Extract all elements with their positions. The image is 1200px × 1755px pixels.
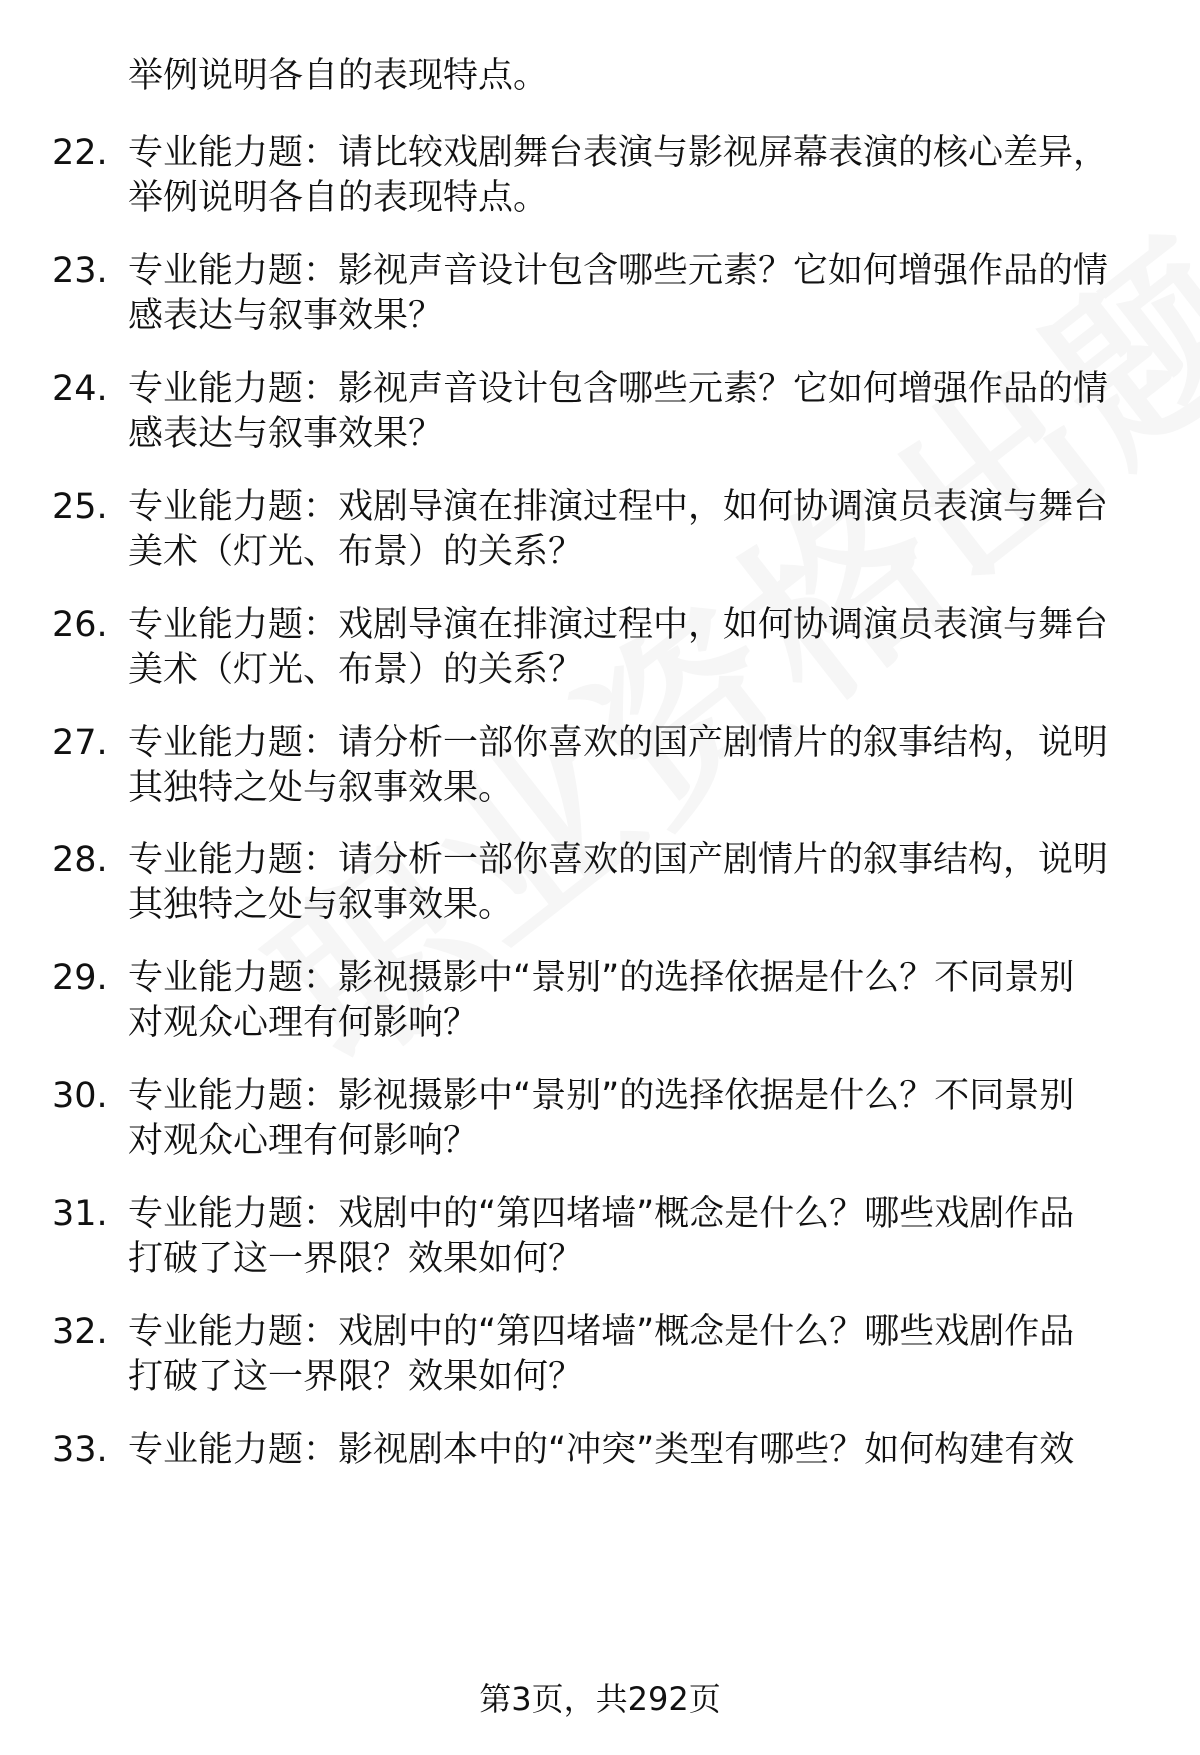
question-text: 专业能力题：影视摄影中“景别”的选择依据是什么？不同景别 bbox=[128, 1076, 1075, 1116]
question-text: 打破了这一界限？效果如何？ bbox=[128, 1357, 584, 1397]
question-text: 专业能力题：请分析一部你喜欢的国产剧情片的叙事结构，说明 bbox=[128, 723, 1109, 763]
question-text: 打破了这一界限？效果如何？ bbox=[128, 1239, 584, 1279]
question-text: 美术（灯光、布景）的关系？ bbox=[128, 532, 584, 572]
question-text: 对观众心理有何影响？ bbox=[128, 1121, 479, 1161]
continuation-text: 举例说明各自的表现特点。 bbox=[128, 56, 549, 96]
question-text: 感表达与叙事效果？ bbox=[128, 414, 444, 454]
question-number: 30. bbox=[52, 1076, 108, 1116]
question-number: 28. bbox=[52, 840, 108, 880]
question-text: 感表达与叙事效果？ bbox=[128, 296, 444, 336]
question-text: 专业能力题：影视声音设计包含哪些元素？它如何增强作品的情 bbox=[128, 369, 1109, 409]
question-number: 25. bbox=[52, 487, 108, 527]
question-text: 专业能力题：影视摄影中“景别”的选择依据是什么？不同景别 bbox=[128, 958, 1075, 998]
question-number: 22. bbox=[52, 133, 108, 173]
question-text: 对观众心理有何影响？ bbox=[128, 1003, 479, 1043]
question-text: 专业能力题：戏剧导演在排演过程中，如何协调演员表演与舞台 bbox=[128, 605, 1109, 645]
question-text: 美术（灯光、布景）的关系？ bbox=[128, 650, 584, 690]
question-number: 26. bbox=[52, 605, 108, 645]
question-number: 27. bbox=[52, 723, 108, 763]
question-number: 33. bbox=[52, 1430, 108, 1470]
question-text: 专业能力题：影视剧本中的“冲突”类型有哪些？如何构建有效 bbox=[128, 1430, 1075, 1470]
page-footer: 第3页，共292页 bbox=[479, 1680, 721, 1718]
question-text: 举例说明各自的表现特点。 bbox=[128, 178, 549, 218]
question-number: 23. bbox=[52, 251, 108, 291]
question-number: 24. bbox=[52, 369, 108, 409]
question-text: 专业能力题：影视声音设计包含哪些元素？它如何增强作品的情 bbox=[128, 251, 1109, 291]
question-text: 专业能力题：请分析一部你喜欢的国产剧情片的叙事结构，说明 bbox=[128, 840, 1109, 880]
question-number: 29. bbox=[52, 958, 108, 998]
question-text: 专业能力题：戏剧中的“第四堵墙”概念是什么？哪些戏剧作品 bbox=[128, 1194, 1075, 1234]
question-text: 专业能力题：请比较戏剧舞台表演与影视屏幕表演的核心差异， bbox=[128, 133, 1109, 173]
question-text: 其独特之处与叙事效果。 bbox=[128, 885, 514, 925]
question-number: 32. bbox=[52, 1312, 108, 1352]
question-number: 31. bbox=[52, 1194, 108, 1234]
question-text: 专业能力题：戏剧导演在排演过程中，如何协调演员表演与舞台 bbox=[128, 487, 1109, 527]
question-text: 其独特之处与叙事效果。 bbox=[128, 768, 514, 808]
question-text: 专业能力题：戏剧中的“第四堵墙”概念是什么？哪些戏剧作品 bbox=[128, 1312, 1075, 1352]
